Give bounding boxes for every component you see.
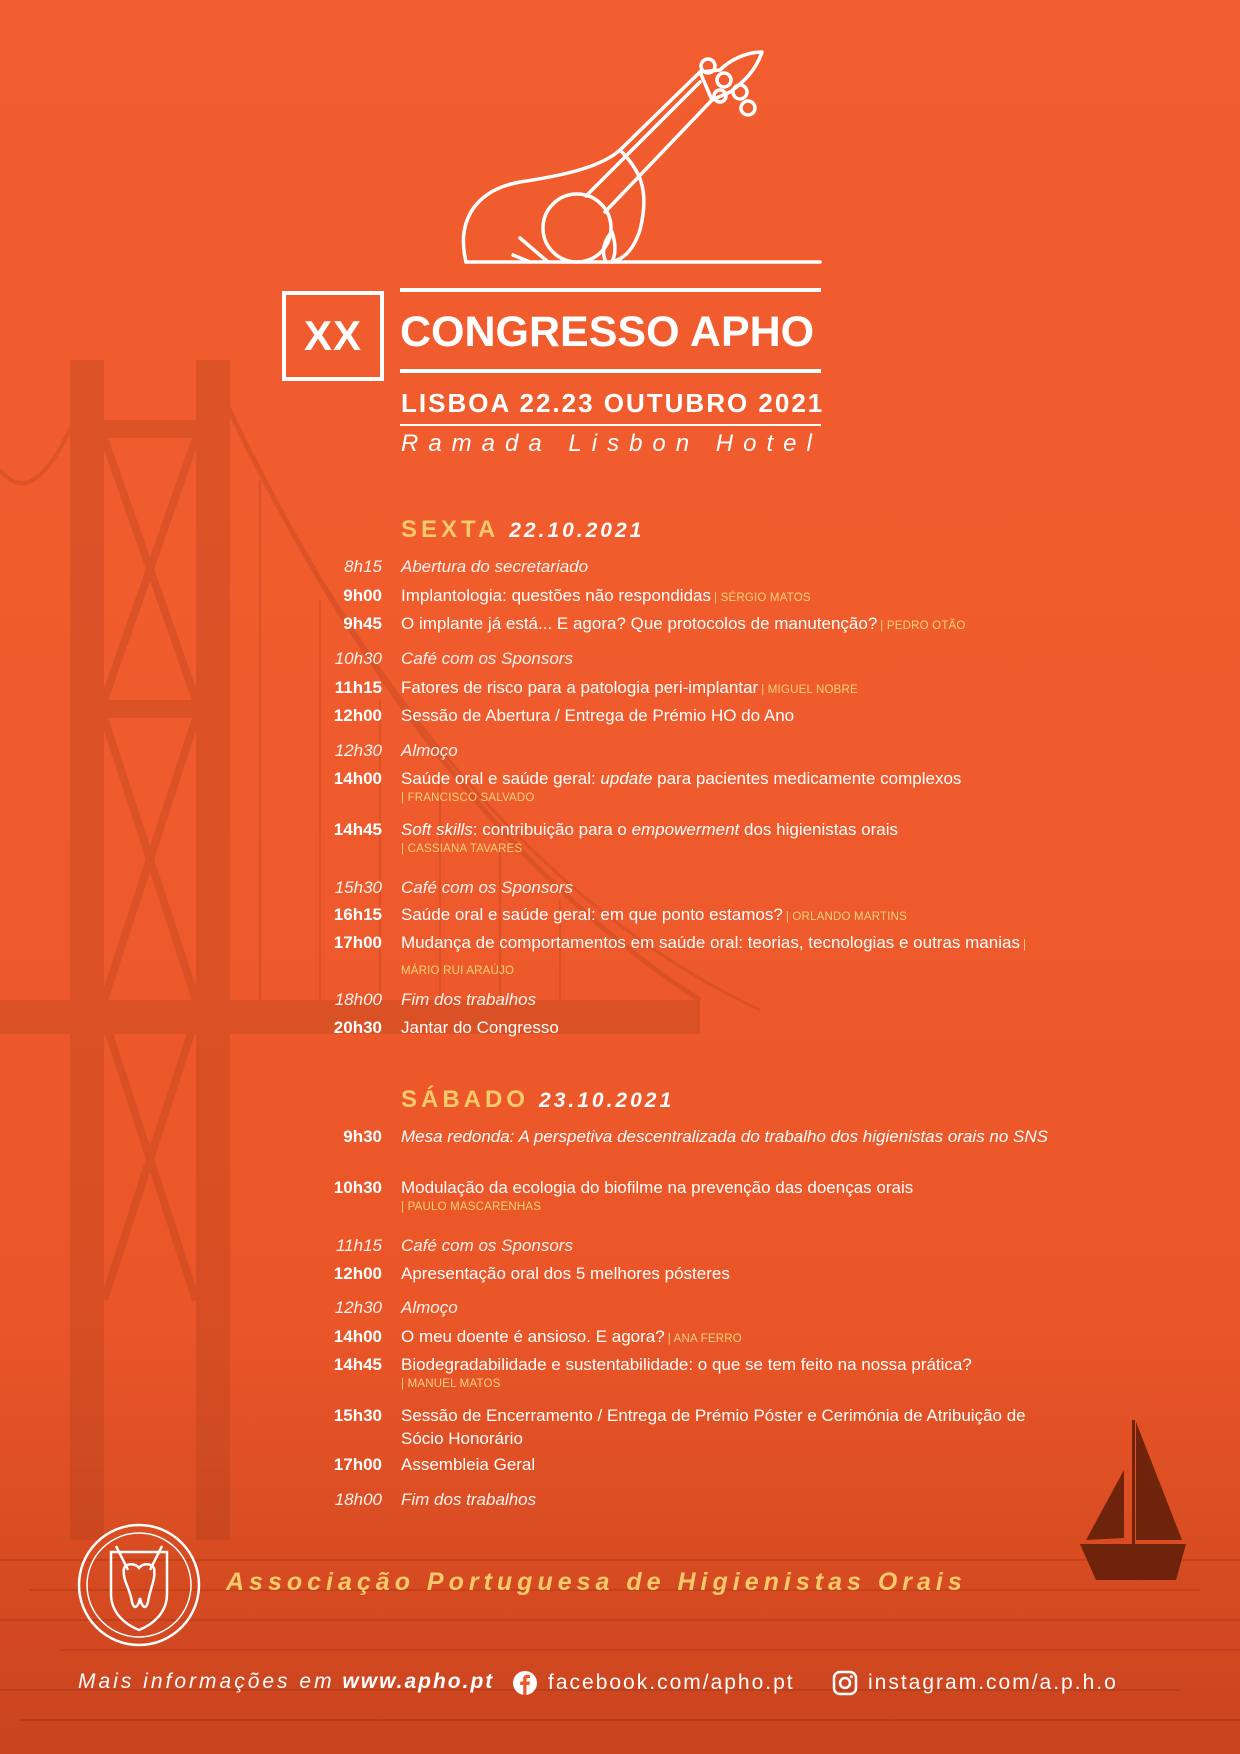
session-title: Biodegradabilidade e sustentabilidade: o que se tem feito na nossa prática? — [401, 1355, 972, 1374]
session-title: Saúde oral e saúde geral: em que ponto estamos? — [401, 905, 783, 924]
session-title: Café com os Sponsors — [401, 649, 573, 668]
session-title: Café com os Sponsors — [401, 1236, 573, 1255]
session-title: Sessão de Abertura / Entrega de Prémio HO do Ano — [401, 706, 795, 725]
session-title: Apresentação oral dos 5 melhores pósteres — [401, 1264, 730, 1283]
session-title: Almoço — [401, 1298, 458, 1317]
session-time: 15h30 — [333, 1406, 382, 1425]
instagram-link[interactable]: instagram.com/a.p.h.o — [868, 1671, 1118, 1694]
session-speaker: | PAULO MASCARENHAS — [401, 1201, 542, 1213]
session-title: Abertura do secretariado — [401, 557, 589, 576]
session-title: Saúde oral e saúde geral: — [401, 769, 601, 788]
session-speaker: | MÁRIO RUI ARAÚJO — [401, 939, 1027, 977]
day-heading-saturday — [401, 1086, 674, 1114]
schedule-row — [300, 1016, 1060, 1039]
schedule-row — [300, 1325, 1060, 1351]
session-time: 20h30 — [333, 1018, 382, 1037]
session-title: : contribuição para o — [472, 820, 632, 839]
schedule-row — [300, 555, 1060, 578]
sailboat-illustration — [1080, 1420, 1186, 1580]
title-bottom-rule — [400, 369, 821, 373]
website-link[interactable]: www.apho.pt — [342, 1670, 495, 1693]
instagram-icon — [832, 1670, 858, 1696]
day-heading-friday — [401, 516, 644, 544]
schedule-row — [300, 704, 1060, 727]
association-emblem-icon — [76, 1522, 202, 1648]
session-title-emphasis: update — [600, 769, 653, 788]
session-time: 9h30 — [343, 1127, 382, 1146]
session-title: Mesa redonda: A perspetiva descentralizada do trabalho dos higienistas orais no SNS — [401, 1127, 1049, 1146]
session-title: Fatores de risco para a patologia peri-implantar — [401, 678, 759, 697]
session-title: Modulação da ecologia do biofilme na prevenção das doenças orais — [401, 1178, 914, 1197]
session-title: Assembleia Geral — [401, 1455, 536, 1474]
session-time: 12h30 — [334, 1298, 382, 1317]
schedule-row — [300, 647, 1060, 670]
schedule-row — [300, 1353, 1060, 1392]
session-speaker: | MANUEL MATOS — [401, 1378, 501, 1390]
session-speaker: | MIGUEL NOBRE — [761, 684, 858, 696]
footer-website — [78, 1670, 494, 1694]
day-date: 22.10.2021 — [509, 519, 645, 542]
session-title-emphasis: empowerment — [631, 820, 740, 839]
schedule-row — [300, 903, 1060, 929]
session-time: 17h00 — [333, 933, 382, 952]
session-title: Café com os Sponsors — [401, 878, 573, 897]
schedule-row — [300, 1234, 1060, 1257]
schedule-row — [300, 876, 1060, 899]
session-title: Sessão de Encerramento / Entrega de Prémio Póster e Cerimónia de Atribuição de Sócio Honorário — [401, 1406, 1026, 1448]
schedule-row — [300, 1453, 1060, 1476]
info-label: Mais informações em — [78, 1670, 335, 1693]
session-time: 9h45 — [343, 614, 382, 633]
session-title: O meu doente é ansioso. E agora? — [401, 1327, 665, 1346]
session-speaker: | ORLANDO MARTINS — [785, 911, 908, 923]
session-speaker: | CASSIANA TAVARES — [401, 843, 523, 855]
session-time: 14h00 — [333, 769, 382, 788]
schedule-row — [300, 1262, 1060, 1285]
footer-facebook — [512, 1670, 795, 1696]
session-title: Fim dos trabalhos — [401, 1490, 537, 1509]
session-time: 8h15 — [344, 557, 382, 576]
subtitle-rule — [400, 424, 821, 426]
schedule-row — [300, 1488, 1060, 1511]
schedule-row — [300, 1404, 1060, 1450]
schedule-row — [300, 584, 1060, 610]
schedule-row — [300, 767, 1060, 806]
schedule-row — [300, 1296, 1060, 1319]
day-date: 23.10.2021 — [539, 1089, 675, 1112]
footer-instagram — [832, 1670, 1118, 1696]
session-time: 17h00 — [333, 1455, 382, 1474]
session-time: 10h30 — [333, 1178, 382, 1197]
session-time: 14h45 — [333, 1355, 382, 1374]
session-time: 12h30 — [334, 741, 382, 760]
session-title: Jantar do Congresso — [401, 1018, 559, 1037]
session-title: Almoço — [401, 741, 458, 760]
schedule-row — [300, 612, 1060, 638]
schedule-row — [300, 818, 1060, 857]
schedule-row — [300, 676, 1060, 702]
association-name: Associação Portuguesa de Higienistas Orais — [226, 1568, 967, 1596]
session-time: 18h00 — [334, 1490, 382, 1509]
session-time: 14h00 — [333, 1327, 382, 1346]
session-speaker: | SÉRGIO MATOS — [714, 592, 811, 604]
schedule-row — [300, 1176, 1060, 1215]
event-location-date: LISBOA 22.23 OUTUBRO 2021 — [401, 388, 825, 418]
session-time: 10h30 — [334, 649, 382, 668]
event-venue: Ramada Lisbon Hotel — [401, 430, 822, 457]
title-top-rule — [400, 288, 821, 292]
session-title: dos higienistas orais — [739, 820, 899, 839]
facebook-icon — [512, 1670, 538, 1696]
session-time: 14h45 — [333, 820, 382, 839]
session-speaker: | FRANCISCO SALVADO — [401, 792, 535, 804]
day-name: SÁBADO — [401, 1086, 530, 1113]
session-title: Mudança de comportamentos em saúde oral: teorias, tecnologias e outras manias — [401, 933, 1020, 952]
session-time: 12h00 — [333, 706, 382, 725]
session-time: 11h15 — [335, 1236, 382, 1255]
session-title: Fim dos trabalhos — [401, 990, 537, 1009]
congress-title: CONGRESSO APHO — [400, 308, 815, 356]
schedule-row — [300, 988, 1060, 1011]
schedule-row — [300, 931, 1060, 983]
session-title-emphasis: Soft skills — [401, 820, 473, 839]
schedule-row — [300, 739, 1060, 762]
day-name: SEXTA — [401, 516, 500, 543]
session-time: 9h00 — [343, 586, 382, 605]
session-time: 16h15 — [333, 905, 382, 924]
session-title: para pacientes medicamente complexos — [652, 769, 962, 788]
schedule-row — [300, 1125, 1060, 1148]
session-speaker: | ANA FERRO — [667, 1333, 742, 1345]
session-time: 11h15 — [334, 678, 382, 697]
session-time: 18h00 — [334, 990, 382, 1009]
session-title: O implante já está... E agora? Que protocolos de manutenção? — [401, 614, 878, 633]
session-speaker: | PEDRO OTÃO — [880, 620, 966, 632]
facebook-link[interactable]: facebook.com/apho.pt — [548, 1671, 795, 1694]
session-time: 15h30 — [334, 878, 382, 897]
session-title: Implantologia: questões não respondidas — [401, 586, 711, 605]
edition-box: XX — [282, 291, 384, 381]
session-time: 12h00 — [333, 1264, 382, 1283]
